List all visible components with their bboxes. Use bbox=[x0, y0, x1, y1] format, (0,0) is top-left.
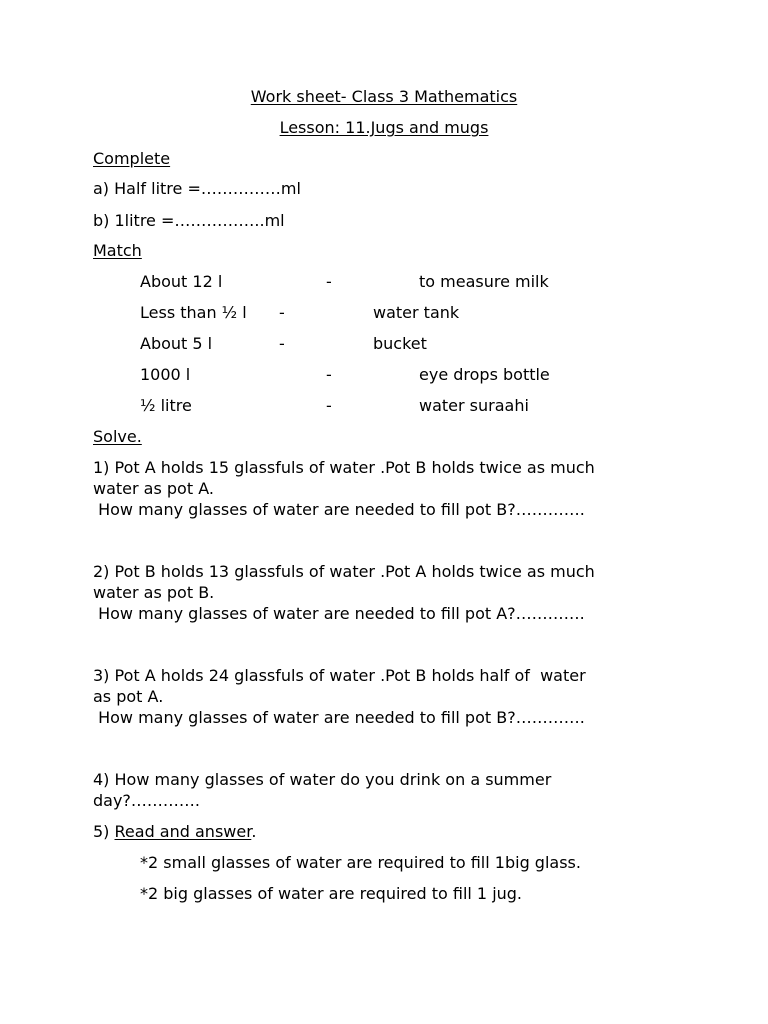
complete-item-b: b) 1litre =……………..ml bbox=[93, 211, 285, 230]
match-dash: - bbox=[326, 365, 332, 384]
match-dash: - bbox=[326, 272, 332, 291]
question-5-prefix: 5) bbox=[93, 822, 115, 841]
match-row bbox=[0, 365, 768, 385]
match-left: 1000 l bbox=[140, 365, 191, 384]
match-right: eye drops bottle bbox=[419, 365, 550, 384]
question-1-line-3: How many glasses of water are needed to fill pot B?…………. bbox=[93, 500, 585, 519]
question-2-line-3: How many glasses of water are needed to fill pot A?…………. bbox=[93, 604, 585, 623]
question-5-suffix: . bbox=[251, 822, 257, 841]
match-row bbox=[0, 303, 768, 323]
solve-heading: Solve. bbox=[93, 427, 142, 446]
question-3-line-3: How many glasses of water are needed to fill pot B?…………. bbox=[93, 708, 585, 727]
match-dash: - bbox=[279, 303, 285, 322]
complete-item-a: a) Half litre =……………ml bbox=[93, 179, 301, 198]
question-5-fact-2: *2 big glasses of water are required to fill 1 jug. bbox=[140, 884, 523, 903]
match-left: About 12 l bbox=[140, 272, 223, 291]
worksheet-title: Work sheet- Class 3 Mathematics bbox=[250, 87, 518, 106]
question-5-fact-1: *2 small glasses of water are required to fill 1big glass. bbox=[140, 853, 581, 872]
match-left: Less than ½ l bbox=[140, 303, 247, 322]
complete-heading: Complete bbox=[93, 149, 171, 168]
match-row bbox=[0, 396, 768, 416]
match-left: About 5 l bbox=[140, 334, 213, 353]
question-3-line-1: 3) Pot A holds 24 glassfuls of water .Pot B holds half of water bbox=[93, 666, 586, 685]
match-right: bucket bbox=[373, 334, 427, 353]
question-4-line-2: day?…………. bbox=[93, 791, 201, 810]
question-4-line-1: 4) How many glasses of water do you drink on a summer bbox=[93, 770, 552, 789]
match-heading: Match bbox=[93, 241, 142, 260]
lesson-title: Lesson: 11.Jugs and mugs bbox=[279, 118, 489, 137]
question-1-line-1: 1) Pot A holds 15 glassfuls of water .Pot B holds twice as much bbox=[93, 458, 595, 477]
match-dash: - bbox=[279, 334, 285, 353]
match-row bbox=[0, 272, 768, 292]
question-2-line-2: water as pot B. bbox=[93, 583, 215, 602]
match-right: to measure milk bbox=[419, 272, 549, 291]
match-dash: - bbox=[326, 396, 332, 415]
match-row bbox=[0, 334, 768, 354]
question-3-line-2: as pot A. bbox=[93, 687, 164, 706]
match-left: ½ litre bbox=[140, 396, 192, 415]
question-5-label: Read and answer bbox=[114, 822, 252, 841]
question-5 bbox=[93, 822, 256, 842]
question-2-line-1: 2) Pot B holds 13 glassfuls of water .Pot A holds twice as much bbox=[93, 562, 595, 581]
match-right: water suraahi bbox=[419, 396, 529, 415]
question-1-line-2: water as pot A. bbox=[93, 479, 214, 498]
match-right: water tank bbox=[373, 303, 460, 322]
